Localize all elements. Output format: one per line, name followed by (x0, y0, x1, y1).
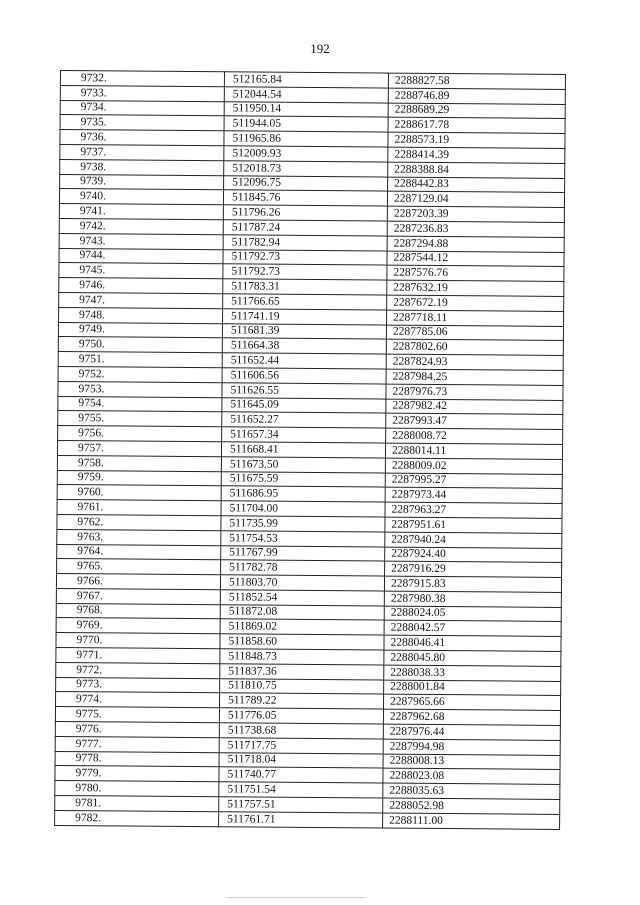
easting-cell: 511796.26 (223, 205, 387, 221)
point-number-cell: 9751. (58, 352, 222, 368)
scan-edge-line (226, 897, 366, 898)
northing-cell: 2287916.29 (385, 561, 562, 577)
northing-cell: 2288023.08 (383, 769, 560, 785)
northing-cell: 2287976.73 (386, 384, 563, 400)
easting-cell: 511668.41 (221, 442, 385, 458)
easting-cell: 511848.73 (220, 649, 384, 665)
point-number-cell: 9743. (59, 233, 223, 249)
easting-cell: 511645.09 (222, 397, 386, 413)
point-number-cell: 9772. (56, 662, 220, 678)
easting-cell: 512096.75 (224, 175, 388, 191)
northing-cell: 2288573.19 (388, 132, 565, 148)
northing-cell: 2288045.80 (384, 650, 561, 666)
northing-cell: 2287802.60 (386, 339, 563, 355)
easting-cell: 511652.27 (222, 412, 386, 428)
point-number-cell: 9735. (60, 115, 224, 131)
point-number-cell: 9759. (57, 470, 221, 486)
point-number-cell: 9760. (57, 485, 221, 501)
easting-cell: 511686.95 (221, 486, 385, 502)
easting-cell: 512165.84 (224, 72, 388, 88)
easting-cell: 511782.78 (221, 560, 385, 576)
easting-cell: 511757.51 (219, 797, 383, 813)
point-number-cell: 9741. (59, 204, 223, 220)
easting-cell: 512018.73 (224, 161, 388, 177)
point-number-cell: 9746. (59, 278, 223, 294)
northing-cell: 2288008.13 (383, 754, 560, 770)
northing-cell: 2288617.78 (388, 117, 565, 133)
northing-cell: 2288046.41 (384, 635, 561, 651)
easting-cell: 511783.31 (223, 279, 387, 295)
northing-cell: 2288014.11 (385, 443, 562, 459)
point-number-cell: 9774. (55, 692, 219, 708)
easting-cell: 511782.94 (223, 235, 387, 251)
point-number-cell: 9768. (56, 603, 220, 619)
easting-cell: 511717.75 (219, 738, 383, 754)
northing-cell: 2287544.12 (387, 251, 564, 267)
northing-cell: 2288414.39 (388, 147, 565, 163)
easting-cell: 512044.54 (224, 87, 388, 103)
northing-cell: 2288388.84 (388, 162, 565, 178)
point-number-cell: 9764. (57, 544, 221, 560)
easting-cell: 511761.71 (219, 812, 383, 828)
northing-cell: 2288001.84 (384, 680, 561, 696)
point-number-cell: 9776. (55, 722, 219, 738)
coordinate-table (54, 70, 566, 830)
point-number-cell: 9763. (57, 529, 221, 545)
northing-cell: 2288008.72 (386, 428, 563, 444)
point-number-cell: 9733. (60, 85, 224, 101)
point-number-cell: 9761. (57, 500, 221, 516)
easting-cell: 511792.73 (223, 264, 387, 280)
easting-cell: 511751.54 (219, 782, 383, 798)
easting-cell: 511735.99 (221, 516, 385, 532)
northing-cell: 2287203.39 (387, 206, 564, 222)
point-number-cell: 9757. (57, 440, 221, 456)
easting-cell: 511852.54 (220, 590, 384, 606)
point-number-cell: 9755. (58, 411, 222, 427)
point-number-cell: 9744. (59, 248, 223, 264)
easting-cell: 511950.14 (224, 101, 388, 117)
easting-cell: 511803.70 (220, 575, 384, 591)
coordinate-table-body (55, 71, 566, 830)
point-number-cell: 9758. (57, 455, 221, 471)
point-number-cell: 9750. (58, 337, 222, 353)
northing-cell: 2287976.44 (383, 724, 560, 740)
northing-cell: 2287973.44 (385, 487, 562, 503)
northing-cell: 2287576.76 (387, 265, 564, 281)
point-number-cell: 9739. (60, 174, 224, 190)
easting-cell: 511606.56 (222, 368, 386, 384)
northing-cell: 2287236.83 (387, 221, 564, 237)
point-number-cell: 9779. (55, 766, 219, 782)
easting-cell: 512009.93 (224, 146, 388, 162)
northing-cell: 2287980.38 (384, 591, 561, 607)
northing-cell: 2287982.42 (386, 399, 563, 415)
northing-cell: 2287915.83 (384, 576, 561, 592)
northing-cell: 2287995.27 (385, 473, 562, 489)
northing-cell: 2288009.02 (385, 458, 562, 474)
northing-cell: 2287632.19 (387, 280, 564, 296)
northing-cell: 2287993.47 (386, 413, 563, 429)
page-number: 192 (310, 41, 330, 56)
point-number-cell: 9778. (55, 751, 219, 767)
point-number-cell: 9738. (60, 159, 224, 175)
easting-cell: 511869.02 (220, 619, 384, 635)
point-number-cell: 9766. (56, 574, 220, 590)
point-number-cell: 9765. (57, 559, 221, 575)
northing-cell: 2288024.05 (384, 606, 561, 622)
point-number-cell: 9753. (58, 381, 222, 397)
point-number-cell: 9773. (56, 677, 220, 693)
northing-cell: 2288052.98 (383, 798, 560, 814)
easting-cell: 511718.04 (219, 752, 383, 768)
easting-cell: 511858.60 (220, 634, 384, 650)
easting-cell: 511789.22 (219, 693, 383, 709)
northing-cell: 2288111.00 (383, 813, 560, 829)
point-number-cell: 9749. (58, 322, 222, 338)
point-number-cell: 9782. (55, 810, 219, 826)
easting-cell: 511776.05 (219, 708, 383, 724)
point-number-cell: 9767. (56, 588, 220, 604)
northing-cell: 2287994.98 (383, 739, 560, 755)
northing-cell: 2288042.57 (384, 621, 561, 637)
northing-cell: 2287940.24 (385, 532, 562, 548)
point-number-cell: 9737. (60, 144, 224, 160)
easting-cell: 511787.24 (223, 220, 387, 236)
northing-cell: 2287951.61 (385, 517, 562, 533)
table-row (55, 810, 560, 829)
point-number-cell: 9769. (56, 618, 220, 634)
northing-cell: 2287963.27 (385, 502, 562, 518)
northing-cell: 2288442.83 (388, 177, 565, 193)
point-number-cell: 9777. (55, 736, 219, 752)
point-number-cell: 9771. (56, 648, 220, 664)
northing-cell: 2288038.33 (384, 665, 561, 681)
point-number-cell: 9747. (59, 292, 223, 308)
point-number-cell: 9756. (58, 426, 222, 442)
northing-cell: 2287718.11 (387, 310, 564, 326)
point-number-cell: 9734. (60, 100, 224, 116)
northing-cell: 2287129.04 (387, 191, 564, 207)
easting-cell: 511741.19 (223, 309, 387, 325)
easting-cell: 511965.86 (224, 131, 388, 147)
northing-cell: 2287962.68 (383, 709, 560, 725)
easting-cell: 511944.05 (224, 116, 388, 132)
northing-cell: 2287672.19 (387, 295, 564, 311)
point-number-cell: 9745. (59, 263, 223, 279)
easting-cell: 511837.36 (220, 664, 384, 680)
easting-cell: 511681.39 (222, 323, 386, 339)
northing-cell: 2287785.06 (386, 325, 563, 341)
easting-cell: 511767.99 (221, 545, 385, 561)
easting-cell: 511792.73 (223, 249, 387, 265)
point-number-cell: 9742. (59, 218, 223, 234)
point-number-cell: 9781. (55, 796, 219, 812)
northing-cell: 2287824.93 (386, 354, 563, 370)
point-number-cell: 9770. (56, 633, 220, 649)
easting-cell: 511810.75 (220, 678, 384, 694)
easting-cell: 511872.08 (220, 604, 384, 620)
point-number-cell: 9748. (59, 307, 223, 323)
point-number-cell: 9732. (60, 71, 224, 87)
easting-cell: 511675.59 (221, 471, 385, 487)
northing-cell: 2287965.66 (383, 695, 560, 711)
easting-cell: 511626.55 (222, 383, 386, 399)
easting-cell: 511673.50 (221, 456, 385, 472)
northing-cell: 2287924.40 (385, 547, 562, 563)
easting-cell: 511845.76 (223, 190, 387, 206)
easting-cell: 511704.00 (221, 501, 385, 517)
easting-cell: 511754.53 (221, 530, 385, 546)
easting-cell: 511740.77 (219, 767, 383, 783)
northing-cell: 2288689.29 (388, 103, 565, 119)
easting-cell: 511657.34 (222, 427, 386, 443)
northing-cell: 2288035.63 (383, 783, 560, 799)
easting-cell: 511652.44 (222, 353, 386, 369)
point-number-cell: 9762. (57, 514, 221, 530)
northing-cell: 2288827.58 (388, 73, 565, 89)
point-number-cell: 9740. (59, 189, 223, 205)
point-number-cell: 9754. (58, 396, 222, 412)
point-number-cell: 9780. (55, 781, 219, 797)
point-number-cell: 9736. (60, 130, 224, 146)
easting-cell: 511738.68 (219, 723, 383, 739)
northing-cell: 2287984.25 (386, 369, 563, 385)
point-number-cell: 9752. (58, 366, 222, 382)
point-number-cell: 9775. (55, 707, 219, 723)
northing-cell: 2288746.89 (388, 88, 565, 104)
easting-cell: 511766.65 (223, 294, 387, 310)
easting-cell: 511664.38 (222, 338, 386, 354)
northing-cell: 2287294.88 (387, 236, 564, 252)
